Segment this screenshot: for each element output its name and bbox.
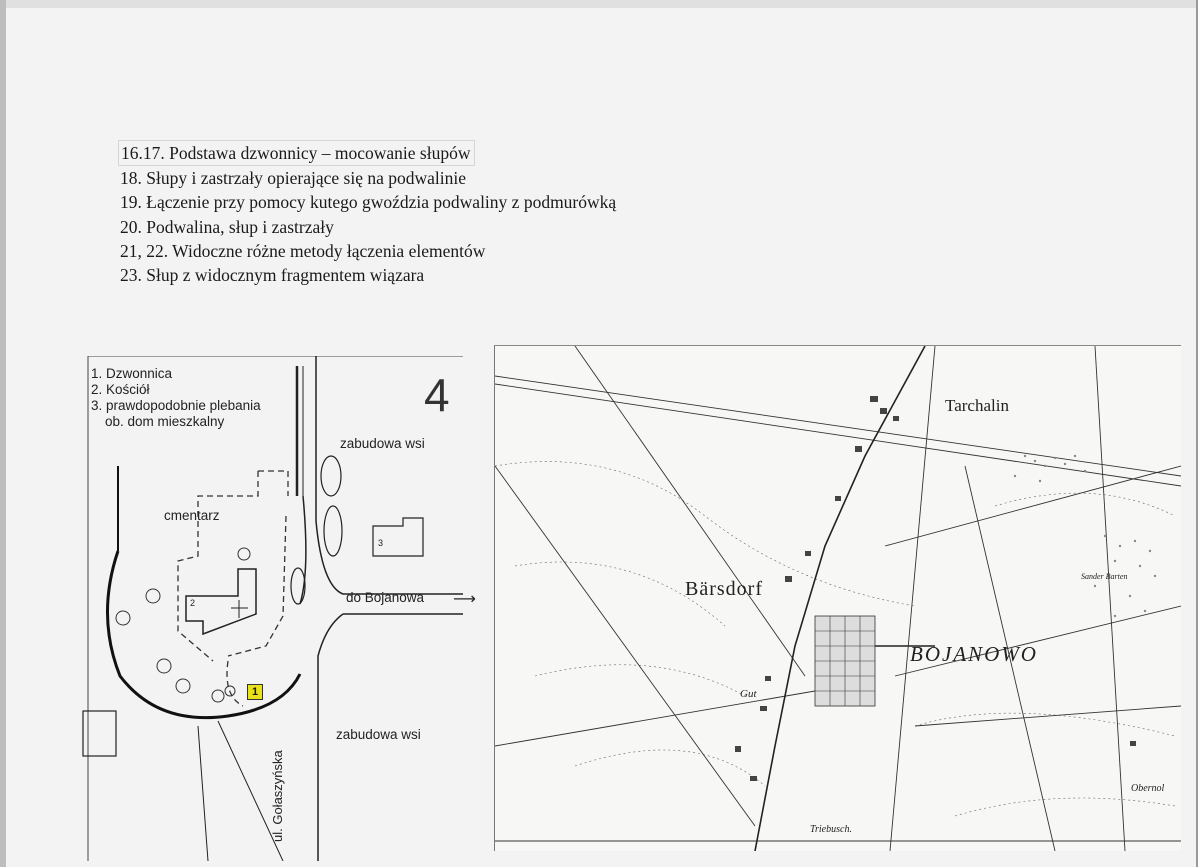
caption-line: 18. Słupy i zastrzały opierające się na podwalinie: [120, 168, 466, 189]
scan-left-edge: [0, 0, 6, 867]
caption-line: 21, 22. Widoczne różne metody łączenia elementów: [120, 240, 486, 261]
map-place-barsdorf: Bärsdorf: [685, 578, 763, 600]
caption-line: 20. Podwalina, słup i zastrzały: [120, 216, 334, 237]
caption-line: 16.17. Podstawa dzwonnicy – mocowanie słupów: [118, 140, 475, 166]
legend-item: ob. dom mieszkalny: [105, 414, 225, 429]
caption-line: 23. Słup z widocznym fragmentem wiązara: [120, 265, 425, 286]
village-label-top: zabudowa wsi: [340, 436, 425, 451]
site-sketch-plan: [78, 356, 476, 861]
church-number: 2: [190, 598, 196, 608]
map-place-obernol: Obernol: [1131, 783, 1165, 794]
caption-line: 19. Łączenie przy pomocy kutego gwoździa podwaliny z podmurówką: [120, 192, 617, 213]
map-place-gut: Gut: [740, 688, 757, 700]
photo-captions: [120, 140, 616, 287]
arrow-right-icon: ⟶: [453, 591, 476, 608]
map-place-triebusch: Triebusch.: [810, 824, 852, 835]
map-place-sanderbarten: Sander Barten: [1081, 572, 1128, 581]
topographic-map: [494, 345, 1181, 851]
scan-top-edge: [0, 0, 1198, 8]
bell-tower-marker: 1: [247, 684, 263, 700]
rectory-number: 3: [378, 538, 384, 548]
map-drawing: [495, 346, 1181, 851]
sketch-legend: [91, 366, 261, 430]
map-place-tarchalin: Tarchalin: [945, 396, 1009, 415]
street-label: ul. Gołaszyńska: [270, 750, 285, 842]
legend-item: 2. Kościół: [91, 382, 150, 397]
legend-item: 1. Dzwonnica: [91, 366, 173, 381]
road-direction-label: do Bojanowa: [346, 590, 425, 605]
cemetery-label: cmentarz: [164, 508, 220, 523]
legend-item: 3. prawdopodobnie plebania: [91, 398, 261, 413]
map-place-bojanowo: BOJANOWO: [910, 642, 1038, 666]
village-label-bottom: zabudowa wsi: [336, 727, 421, 742]
sheet-number: 4: [424, 369, 450, 421]
